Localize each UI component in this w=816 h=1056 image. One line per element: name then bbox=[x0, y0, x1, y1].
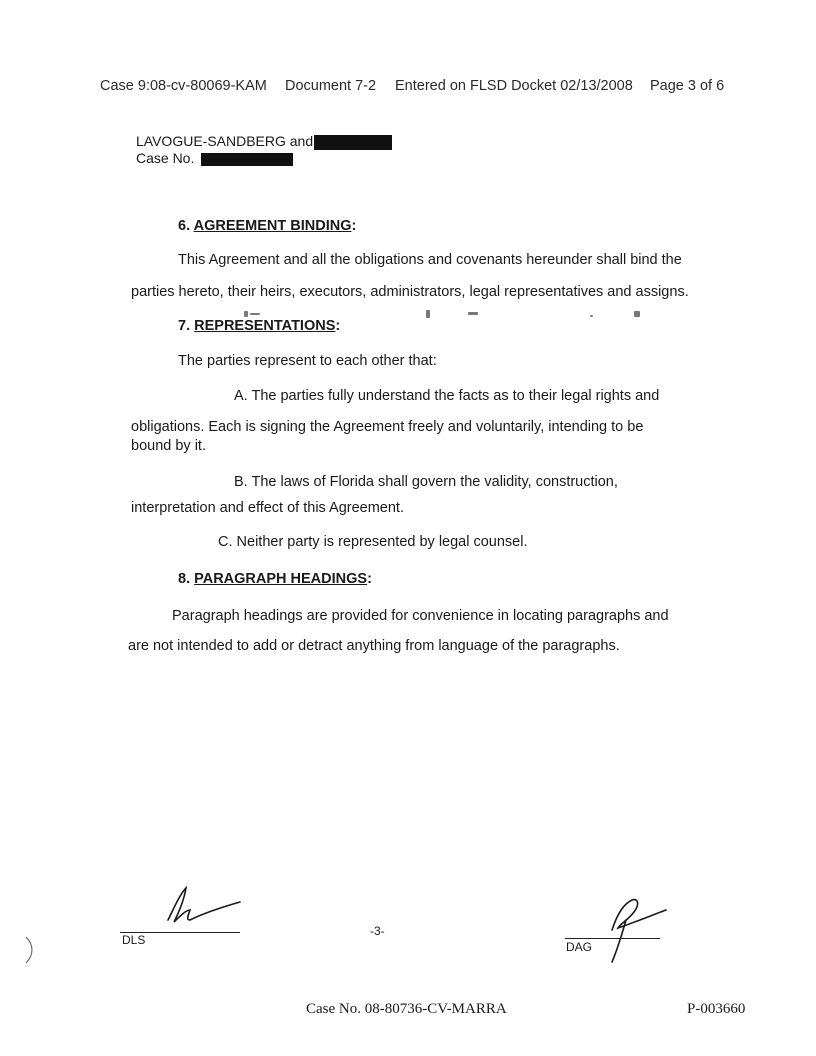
bates-number: P-003660 bbox=[687, 1001, 746, 1017]
section-8-line-1: Paragraph headings are provided for convenience in locating paragraphs and bbox=[172, 608, 669, 624]
section-8-heading bbox=[178, 571, 372, 587]
section-title-suffix: : bbox=[367, 571, 372, 587]
initials-right: DAG bbox=[566, 940, 593, 954]
header-page: Page 3 of 6 bbox=[650, 78, 725, 94]
section-6-line-2: parties hereto, their heirs, executors, administrators, legal representatives and assigns. bbox=[131, 284, 689, 300]
section-7-intro: The parties represent to each other that: bbox=[178, 353, 437, 369]
caption-parties-text: LAVOGUE-SANDBERG and bbox=[136, 133, 314, 149]
signature-dag bbox=[590, 890, 670, 970]
caption-case-no bbox=[136, 150, 293, 166]
header-document: Document 7-2 bbox=[285, 78, 377, 94]
redaction-block bbox=[314, 135, 392, 150]
section-number: 6. bbox=[178, 218, 191, 234]
redaction-block bbox=[201, 153, 293, 166]
caption-parties bbox=[136, 133, 392, 150]
caption-case-no-text: Case No. bbox=[136, 150, 195, 166]
section-title: AGREEMENT BINDING bbox=[193, 218, 352, 234]
section-7-heading bbox=[178, 318, 340, 334]
section-6-heading bbox=[178, 218, 356, 234]
header-case-number: Case 9:08-cv-80069-KAM bbox=[100, 78, 267, 94]
item-a-line-2: obligations. Each is signing the Agreement freely and voluntarily, intending to be bbox=[131, 419, 644, 435]
initials-line-right bbox=[565, 938, 660, 939]
item-b-line-1: B. The laws of Florida shall govern the validity, construction, bbox=[234, 474, 618, 490]
section-number: 8. bbox=[178, 571, 191, 587]
section-title-suffix: : bbox=[351, 218, 357, 234]
section-8-line-2: are not intended to add or detract anything from language of the paragraphs. bbox=[128, 638, 620, 654]
section-number: 7. bbox=[178, 318, 191, 334]
header-entered: Entered on FLSD Docket 02/13/2008 bbox=[395, 78, 633, 94]
page-number: -3- bbox=[370, 924, 385, 938]
signature-dls bbox=[140, 880, 260, 940]
section-6-line-1: This Agreement and all the obligations and covenants hereunder shall bind the bbox=[178, 252, 682, 268]
footer-case-no: Case No. 08-80736-CV-MARRA bbox=[306, 1001, 507, 1017]
margin-mark bbox=[24, 935, 36, 965]
section-title: REPRESENTATIONS bbox=[194, 318, 336, 334]
item-c-line-1: C. Neither party is represented by legal counsel. bbox=[218, 534, 528, 550]
item-b-line-2: interpretation and effect of this Agreement. bbox=[131, 500, 404, 516]
initials-left: DLS bbox=[122, 933, 146, 947]
section-title-suffix: : bbox=[335, 318, 341, 334]
item-a-line-3: bound by it. bbox=[131, 438, 206, 454]
item-a-line-1: A. The parties fully understand the facts as to their legal rights and bbox=[234, 388, 660, 404]
section-title: PARAGRAPH HEADINGS bbox=[194, 571, 368, 587]
